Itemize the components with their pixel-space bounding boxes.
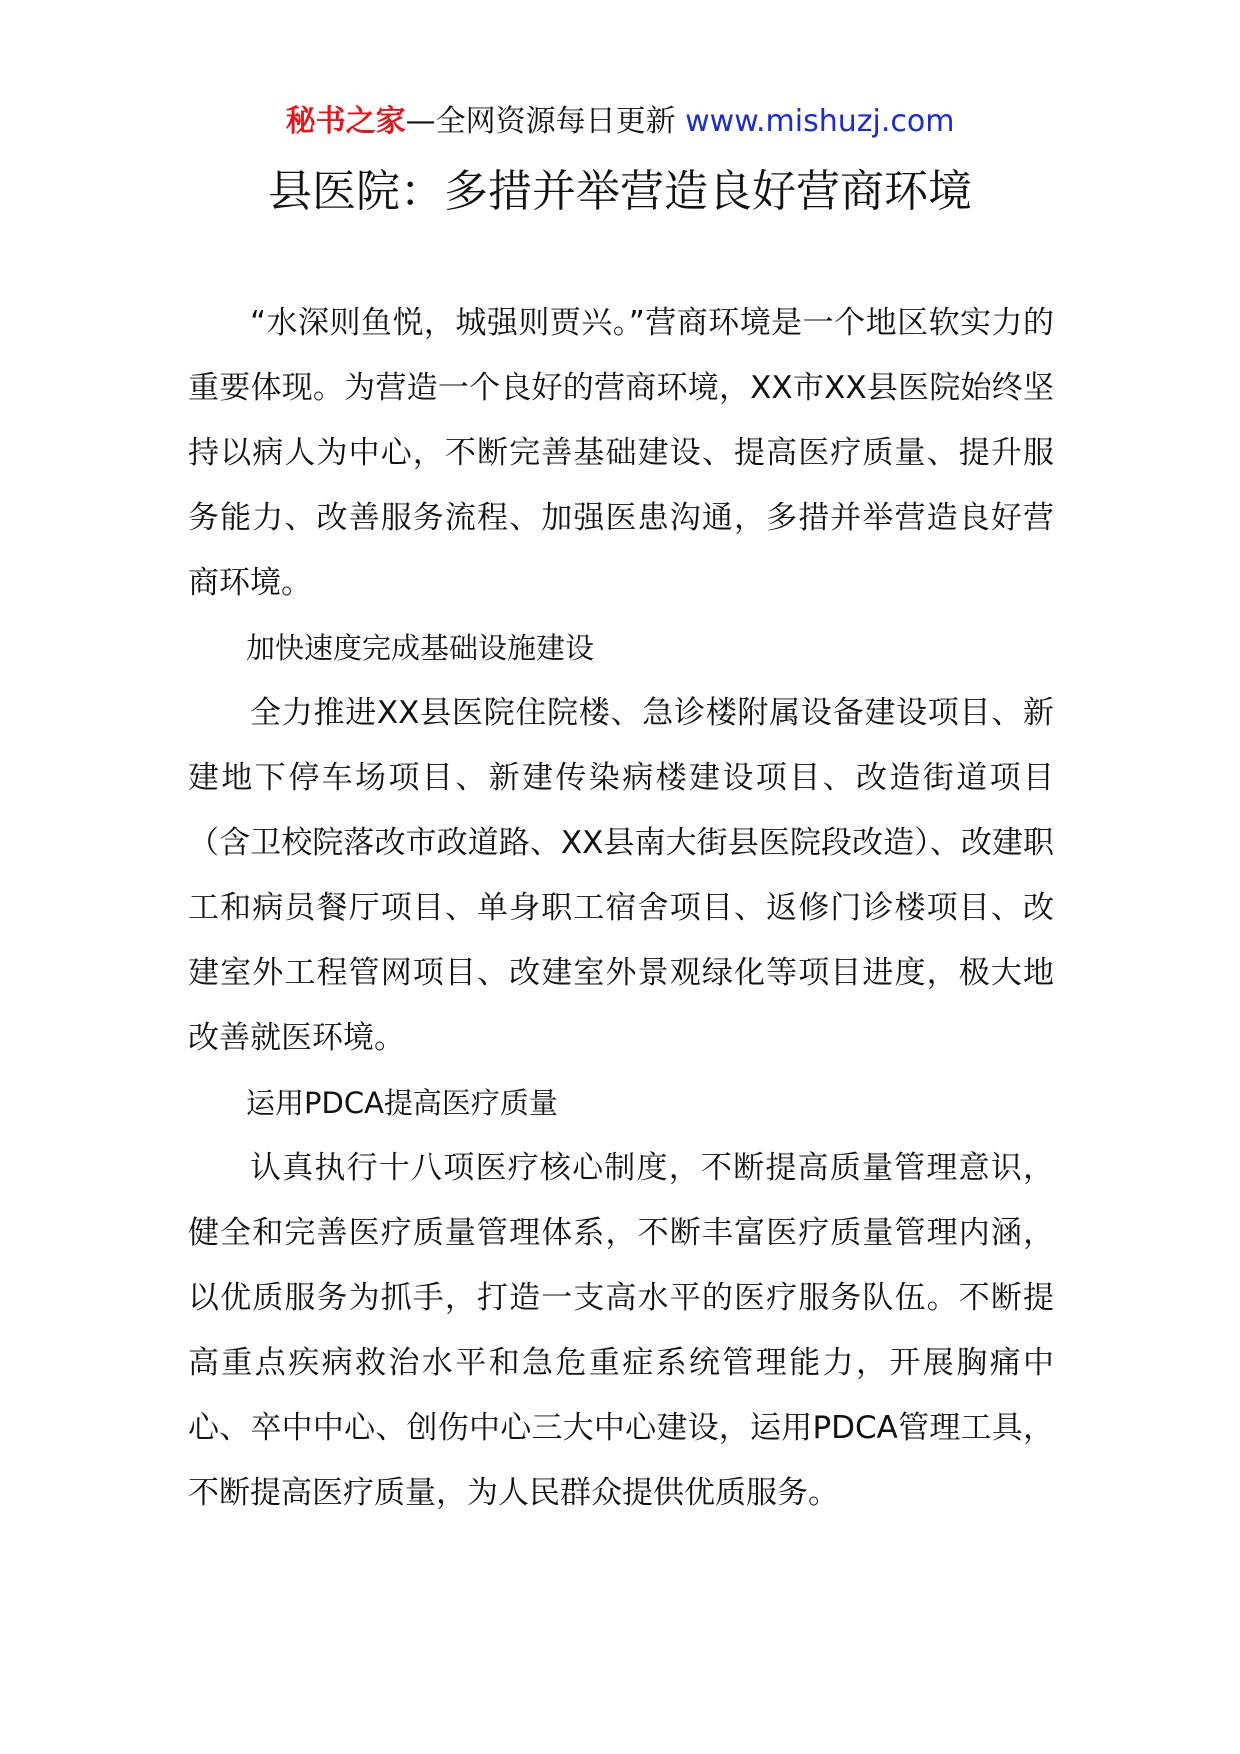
paragraph-intro: “水深则鱼悦，城强则贾兴。”营商环境是一个地区软实力的重要体现。为营造一个良好的营商环境，XX市XX县医院始终坚持以病人为中心，不断完善基础建设、提高医疗质量、提升服务能力、改善服务流程、加强医患沟通，多措并举营造良好营商环境。 [188, 305, 1054, 601]
section-heading-pdca: 运用PDCA提高医疗质量 [246, 1086, 558, 1120]
brand-name: 秘书之家 [285, 104, 406, 139]
document-title: 县医院：多措并举营造良好营商环境 [268, 166, 972, 217]
site-url-link[interactable]: www.mishuzj.com [685, 104, 955, 139]
site-header [0, 100, 1240, 144]
header-slogan: —全网资源每日更新 [405, 104, 686, 139]
section-heading-infrastructure: 加快速度完成基础设施建设 [246, 631, 595, 665]
document-body [188, 291, 1054, 1526]
paragraph-quality: 认真执行十八项医疗核心制度，不断提高质量管理意识，健全和完善医疗质量管理体系，不断丰富医疗质量管理内涵，以优质服务为抓手，打造一支高水平的医疗服务队伍。不断提高重点疾病救治水平和急危重症系统管理能力，开展胸痛中心、卒中中心、创伤中心三大中心建设，运用PDCA管理工具，不断提高医疗质量，为人民群众提供优质服务。 [188, 1150, 1054, 1511]
paragraph-infrastructure: 全力推进XX县医院住院楼、急诊楼附属设备建设项目、新建地下停车场项目、新建传染病楼建设项目、改造街道项目（含卫校院落改市政道路、XX县南大街县医院段改造）、改建职工和病员餐厅项目、单身职工宿舍项目、返修门诊楼项目、改建室外工程管网项目、改建室外景观绿化等项目进度，极大地改善就医环境。 [188, 695, 1054, 1056]
